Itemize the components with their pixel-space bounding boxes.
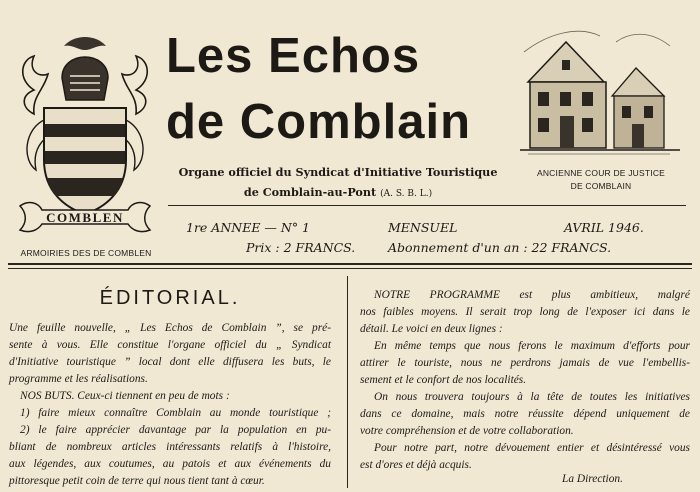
sketch-caption <box>516 167 686 193</box>
editorial-signature: La Direction. <box>562 473 623 485</box>
editorial-right-line: dans ce domaine, mais notre réussite dépend uniquement de <box>360 408 690 420</box>
editorial-right-line: sement et le confort de nos localités. <box>360 374 527 386</box>
sketch-caption-line1: ANCIENNE COUR DE JUSTICE <box>536 168 666 178</box>
crest-scroll-text: COMBLEN <box>46 210 124 225</box>
organ-town: de Comblain-au-Pont <box>243 185 377 199</box>
editorial-right-line: NOTRE PROGRAMME est plus ambitieux, malgré <box>374 289 690 301</box>
info-band-bottom-rule-thin <box>8 268 692 269</box>
crest-caption: ARMOIRIES DES DE COMBLEN <box>20 248 152 258</box>
sketch-caption-line2: DE COMBLAIN <box>570 181 632 191</box>
editorial-left-line: pittoresque petit coin de terre qui nous tient tant à cœur. <box>9 475 265 487</box>
organ-subtitle-line2 <box>170 185 506 199</box>
coat-of-arms-image <box>14 30 156 240</box>
editorial-right-line: nos faibles moyens. Il serait trop long de l'exposer ici dans le <box>360 306 690 318</box>
courthouse-sketch-image <box>520 22 680 158</box>
organ-asbl-tag: (A. S. B. L.) <box>380 189 433 199</box>
editorial-left-line: aux légendes, aux coutumes, au patois et aux événements du <box>9 458 331 470</box>
info-band-bottom-rule <box>8 263 692 265</box>
editorial-left-line: 2) le faire apprécier davantage par la population en pu- <box>20 424 331 436</box>
masthead-title-line1: Les Echos <box>166 29 421 83</box>
issue-subscription: Abonnement d'un an : 22 FRANCS. <box>388 240 612 255</box>
masthead-title-line2: de Comblain <box>166 95 472 149</box>
organ-subtitle-line1: Organe officiel du Syndicat d'Initiative Touristique <box>178 165 498 179</box>
editorial-left-line: programme et les réalisations. <box>9 373 148 385</box>
editorial-left-line: 1) faire mieux connaître Comblain au monde touristique ; <box>20 407 331 419</box>
column-divider <box>347 276 348 488</box>
editorial-right-line: En même temps que nous ferons le maximum d'efforts pour <box>374 340 690 352</box>
issue-price: Prix : 2 FRANCS. <box>246 240 356 255</box>
editorial-left-line: NOS BUTS. Ceux-ci tiennent en peu de mots : <box>20 390 230 402</box>
editorial-right-line: détail. Le voici en deux lignes : <box>360 323 503 335</box>
info-band-top-rule <box>168 205 686 206</box>
issue-date: AVRIL 1946. <box>564 220 644 235</box>
editorial-right-line: votre compréhension et de votre collaboration. <box>360 425 574 437</box>
issue-frequency: MENSUEL <box>388 220 458 235</box>
editorial-left-line: d'Initiative touristique ” local dont elle diffusera les buts, le <box>9 356 331 368</box>
editorial-right-line: attirer le touriste, nous ne perdrons jamais de vue l'embellis- <box>360 357 690 369</box>
editorial-heading: ÉDITORIAL. <box>99 287 241 309</box>
editorial-left-line: bliant de nombreux articles intéressants relatifs à l'histoire, <box>9 441 331 453</box>
issue-year-number: 1re ANNEE — N° 1 <box>186 220 311 235</box>
editorial-right-line: est d'ores et déjà acquis. <box>360 459 472 471</box>
editorial-right-line: Pour notre part, notre dévouement entier et désintéressé vous <box>374 442 690 454</box>
editorial-left-line: Une feuille nouvelle, „ Les Echos de Comblain ”, se pré- <box>9 322 331 334</box>
editorial-right-line: On nous trouvera toujours à la tête de toutes les initiatives <box>374 391 690 403</box>
editorial-left-line: sente à vous. Elle constitue l'organe officiel du „ Syndicat <box>9 339 331 351</box>
